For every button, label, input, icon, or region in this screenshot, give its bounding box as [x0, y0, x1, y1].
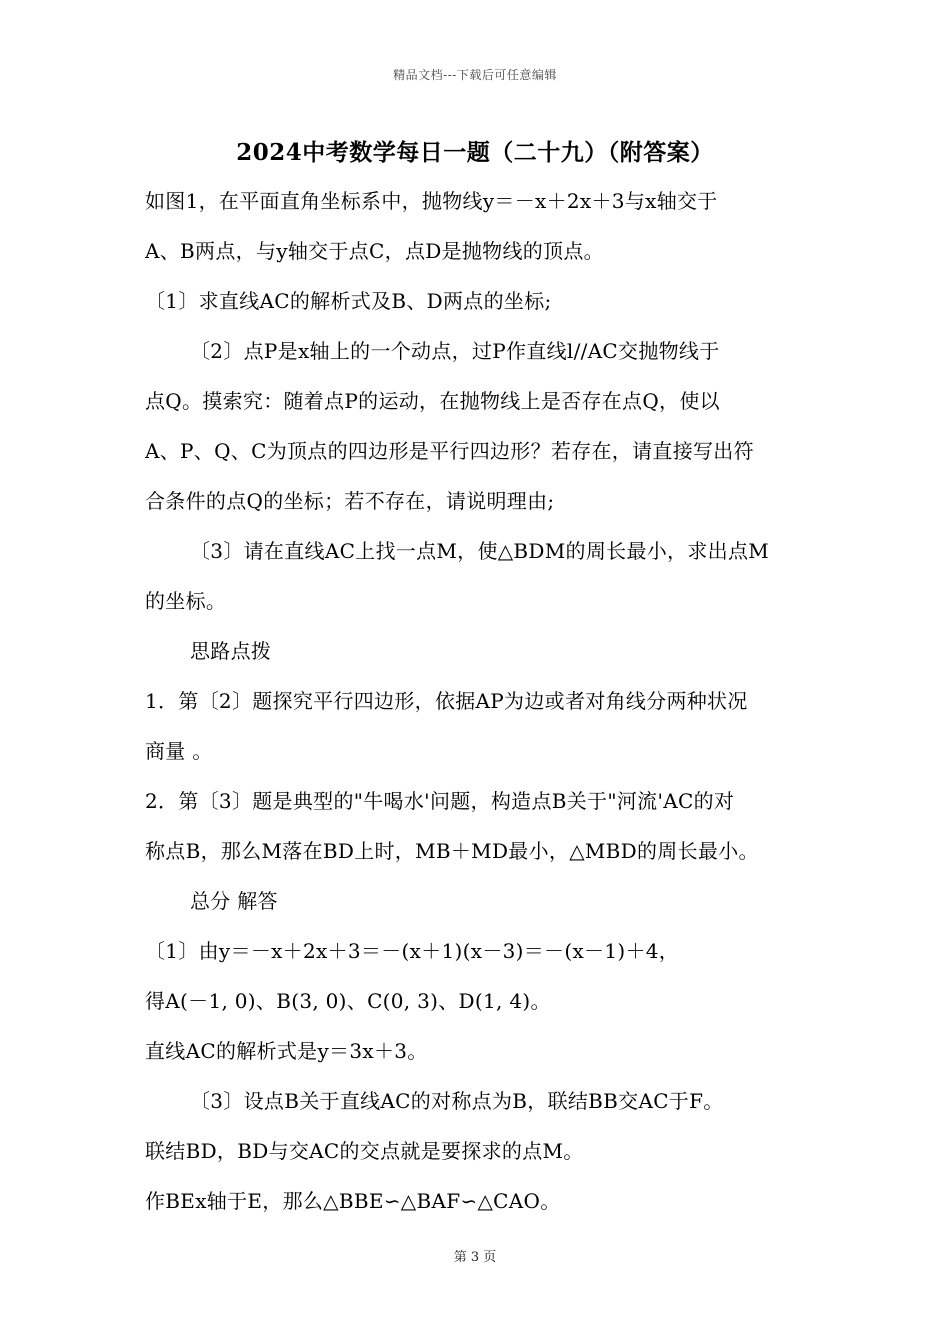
solution-line: 得A(－1, 0)、B(3, 0)、C(0, 3)、D(1, 4)。 — [145, 989, 551, 1013]
section-heading-hints: 思路点拨 — [190, 639, 272, 663]
hint-2: 2．第〔3〕题是典型的"牛喝水'问题，构造点B关于"河流'AC的对 — [145, 789, 735, 813]
solution-line: 〔3〕设点B关于直线AC的对称点为B，联结BB交AC于F。 — [190, 1089, 724, 1113]
hint-1-line: 商量 。 — [145, 739, 213, 763]
question-2-line: 点Q。摸索究：随着点P的运动，在抛物线上是否存在点Q，使以 — [145, 389, 720, 413]
header-note: 精品文档---下载后可任意编辑 — [393, 68, 557, 82]
hint-1: 1．第〔2〕题探究平行四边形，依据AP为边或者对角线分两种状况 — [145, 689, 748, 713]
page-number: 第 3 页 — [453, 1250, 497, 1265]
question-3-line: 的坐标。 — [145, 589, 227, 613]
section-heading-solution: 总分 解答 — [190, 889, 278, 913]
document-title: 2024中考数学每日一题（二十九）（附答案） — [236, 139, 714, 166]
question-3: 〔3〕请在直线AC上找一点M，使△BDM的周长最小，求出点M — [190, 539, 770, 563]
solution-line: 〔1〕由y＝－x＋2x＋3＝－(x＋1)(x－3)＝－(x－1)＋4， — [145, 939, 680, 963]
question-2-line: A、P、Q、C为顶点的四边形是平行四边形？若存在，请直接写出符 — [145, 439, 754, 463]
problem-line: 如图1，在平面直角坐标系中，抛物线y＝－x＋2x＋3与x轴交于 — [145, 189, 718, 213]
problem-line: A、B两点，与y轴交于点C，点D是抛物线的顶点。 — [145, 239, 604, 263]
question-2-line: 合条件的点Q的坐标；若不存在，请说明理由; — [145, 489, 555, 513]
hint-2-line: 称点B，那么M落在BD上时，MB＋MD最小，△MBD的周长最小。 — [145, 839, 759, 863]
solution-line: 作BEx轴于E，那么△BBE∽△BAF∽△CAO。 — [145, 1189, 561, 1213]
question-1: 〔1〕求直线AC的解析式及B、D两点的坐标; — [145, 289, 552, 313]
question-2: 〔2〕点P是x轴上的一个动点，过P作直线l//AC交抛物线于 — [190, 339, 720, 363]
solution-line: 直线AC的解析式是y＝3x＋3。 — [145, 1039, 428, 1063]
solution-line: 联结BD，BD与交AC的交点就是要探求的点M。 — [145, 1139, 584, 1163]
